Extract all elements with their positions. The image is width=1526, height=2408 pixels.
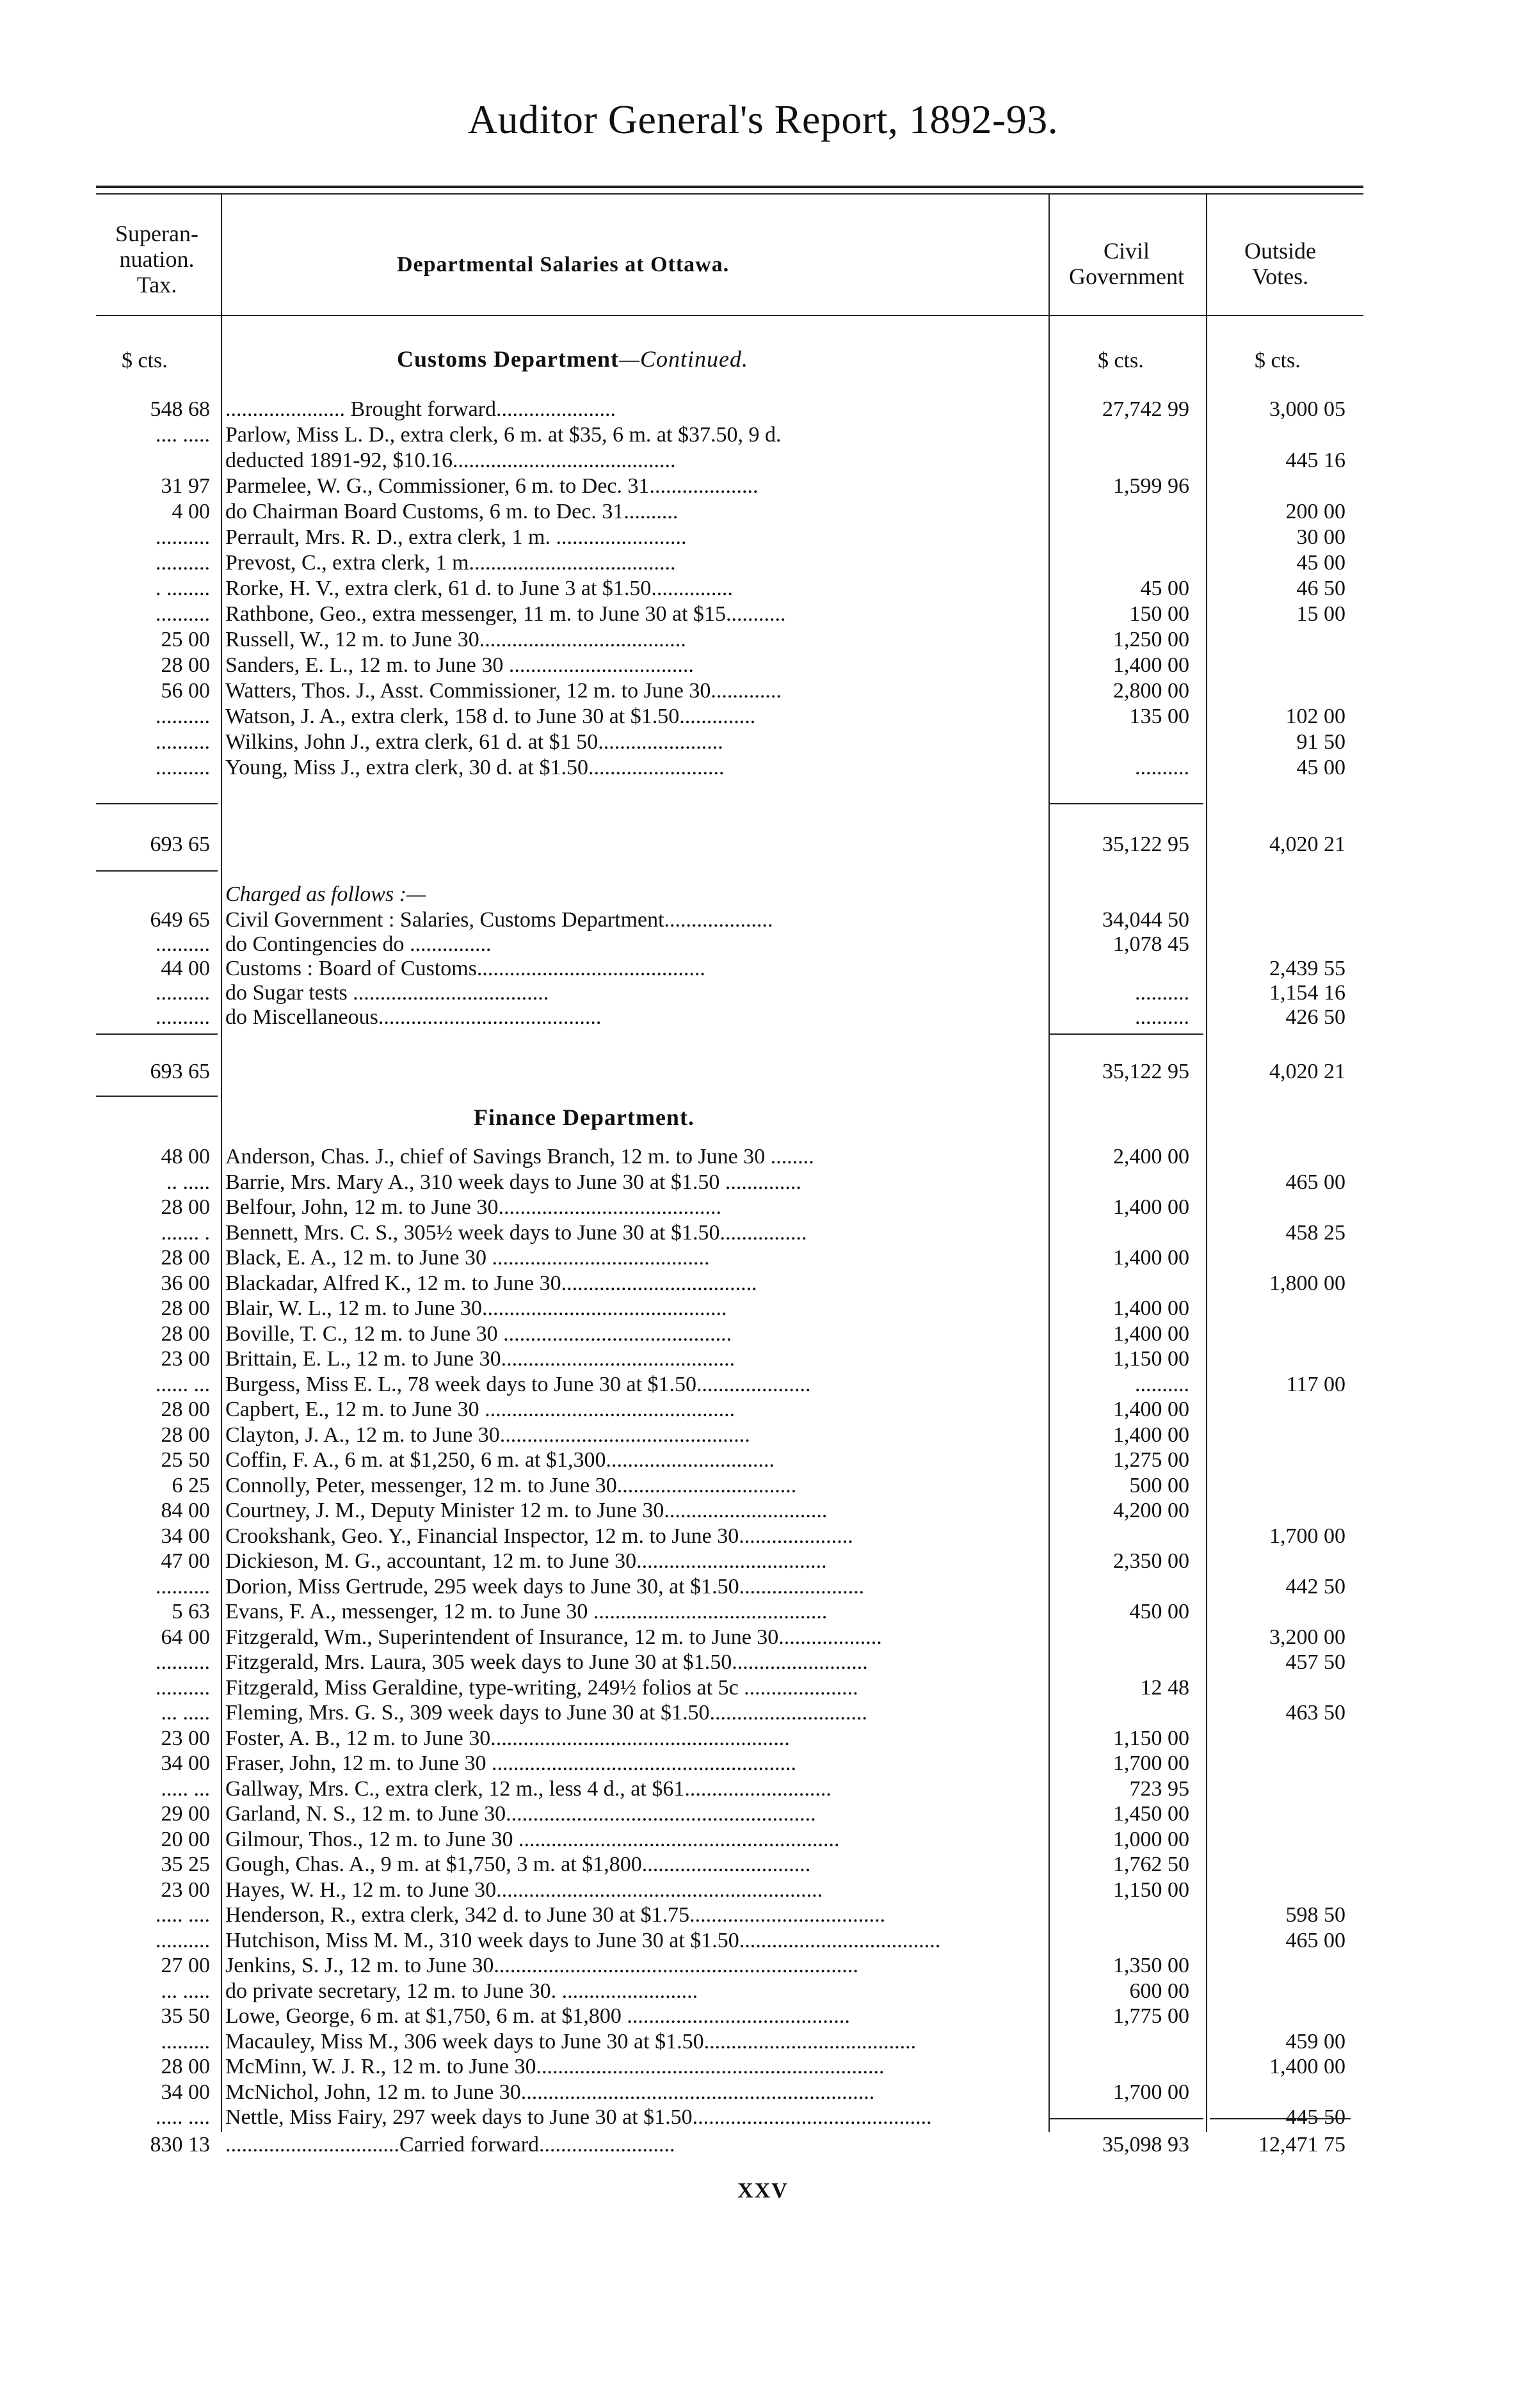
row-outside-votes: 45 00	[1296, 551, 1345, 575]
row-outside-votes: 1,154 16	[1269, 981, 1345, 1005]
row-superannuation: .. .....	[166, 1170, 210, 1194]
charged-table-row	[0, 1005, 1526, 1030]
row-civil-government: 27,742 99	[1102, 397, 1189, 421]
row-civil-government: 135 00	[1129, 705, 1189, 728]
row-description: Macauley, Miss M., 306 week days to June 30 at $1.50.......................................	[225, 2029, 917, 2053]
row-superannuation: 28 00	[161, 2055, 210, 2078]
row-description: Civil Government : Salaries, Customs Department....................	[225, 908, 773, 932]
finance-table-row	[0, 1447, 1526, 1472]
row-civil-government: 1,078 45	[1113, 932, 1189, 956]
row-description: Gallway, Mrs. C., extra clerk, 12 m., less 4 d., at $61...........................	[225, 1776, 831, 1801]
row-superannuation: ..........	[156, 1005, 210, 1029]
row-description: Gilmour, Thos., 12 m. to June 30 ...........................................................	[225, 1827, 840, 1851]
row-civil-government: 500 00	[1129, 1473, 1189, 1497]
header-outside-line: Votes.	[1251, 264, 1309, 289]
header-civil-line: Government	[1069, 264, 1184, 289]
row-outside-votes: 457 50	[1285, 1650, 1345, 1674]
row-outside-votes: 91 50	[1296, 730, 1345, 754]
finance-table-row	[0, 1700, 1526, 1725]
row-superannuation: ..........	[156, 981, 210, 1005]
row-superannuation: ....... .	[161, 1220, 210, 1245]
customs-table-row	[0, 653, 1526, 678]
row-superannuation: 28 00	[161, 1398, 210, 1421]
section-customs	[397, 346, 748, 372]
row-description: McNichol, John, 12 m. to June 30.................................................................	[225, 2080, 875, 2104]
finance-table-row	[0, 1296, 1526, 1321]
row-civil-government: 1,400 00	[1113, 1296, 1189, 1320]
finance-table-row	[0, 1776, 1526, 1801]
row-superannuation: 28 00	[161, 1423, 210, 1447]
row-description: Gough, Chas. A., 9 m. at $1,750, 3 m. at $1,800...............................	[225, 1853, 811, 1876]
header-civil-government	[1050, 238, 1203, 289]
row-outside-votes: 465 00	[1285, 1928, 1345, 1952]
carried-civil: 35,098 93	[1102, 2133, 1189, 2157]
header-rule	[96, 315, 1363, 316]
row-description: Dorion, Miss Gertrude, 295 week days to June 30, at $1.50.......................	[225, 1574, 865, 1599]
row-civil-government: 150 00	[1129, 602, 1189, 626]
row-outside-votes: 3,000 05	[1269, 397, 1345, 421]
row-superannuation: 47 00	[161, 1549, 210, 1573]
finance-table-row	[0, 1675, 1526, 1700]
row-description: Crookshank, Geo. Y., Financial Inspector, 12 m. to June 30.....................	[225, 1524, 853, 1548]
finance-table-row	[0, 2105, 1526, 2130]
row-superannuation: 23 00	[161, 1347, 210, 1371]
finance-table-row	[0, 1928, 1526, 1953]
row-description: Fitzgerald, Wm., Superintendent of Insurance, 12 m. to June 30...................	[225, 1625, 882, 1649]
customs-total-rule	[96, 870, 218, 872]
row-superannuation: 548 68	[150, 397, 210, 421]
row-description: Belfour, John, 12 m. to June 30.........................................	[225, 1195, 721, 1219]
row-outside-votes: 200 00	[1285, 500, 1345, 523]
charged-total-outside: 4,020 21	[1269, 1060, 1345, 1083]
customs-table-row	[0, 499, 1526, 524]
row-description: Parmelee, W. G., Commissioner, 6 m. to Dec. 31....................	[225, 474, 759, 498]
customs-subtotal-rule-civil	[1050, 803, 1203, 804]
row-superannuation: 35 50	[161, 2004, 210, 2028]
row-civil-government: ..........	[1135, 981, 1189, 1005]
customs-table-row	[0, 678, 1526, 703]
row-description: Customs : Board of Customs..........................................	[225, 957, 705, 980]
row-description: Prevost, C., extra clerk, 1 m......................................	[225, 551, 676, 575]
customs-total-outside: 4,020 21	[1269, 833, 1345, 856]
row-outside-votes: 102 00	[1285, 705, 1345, 728]
finance-table-row	[0, 2080, 1526, 2105]
header-super-line: Superan-	[115, 221, 198, 246]
row-civil-government: 1,400 00	[1113, 1246, 1189, 1270]
units-left: $ cts.	[122, 349, 168, 372]
row-description: Burgess, Miss E. L., 78 week days to June 30 at $1.50.....................	[225, 1372, 811, 1396]
finance-table-row	[0, 1625, 1526, 1650]
row-outside-votes: 30 00	[1296, 525, 1345, 549]
carried-forward-row	[0, 2132, 1526, 2157]
row-outside-votes: 598 50	[1285, 1903, 1345, 1927]
charged-total-civil: 35,122 95	[1102, 1060, 1189, 1083]
finance-table-row	[0, 1549, 1526, 1574]
row-outside-votes: 117 00	[1286, 1372, 1345, 1396]
row-civil-government: 1,275 00	[1113, 1448, 1189, 1472]
finance-table-row	[0, 1271, 1526, 1296]
row-superannuation: 28 00	[161, 653, 210, 677]
row-superannuation: 44 00	[161, 957, 210, 980]
carried-rule-civil	[1050, 2118, 1203, 2119]
row-civil-government: 2,800 00	[1113, 679, 1189, 703]
customs-table-row	[0, 576, 1526, 601]
finance-table-row	[0, 1346, 1526, 1371]
charged-label-text: Charged as follows :—	[225, 882, 426, 906]
row-description: Anderson, Chas. J., chief of Savings Branch, 12 m. to June 30 ........	[225, 1145, 814, 1168]
header-superannuation	[96, 221, 218, 298]
row-superannuation: 27 00	[161, 1954, 210, 1977]
row-superannuation: 6 25	[172, 1473, 210, 1497]
row-description: Russell, W., 12 m. to June 30......................................	[225, 628, 686, 651]
customs-table-row	[0, 755, 1526, 780]
row-description: Foster, A. B., 12 m. to June 30.......................................................	[225, 1726, 790, 1750]
row-description: Henderson, R., extra clerk, 342 d. to June 30 at $1.75....................................	[225, 1903, 886, 1927]
row-superannuation: 23 00	[161, 1726, 210, 1750]
finance-table-row	[0, 1473, 1526, 1498]
row-description: Courtney, J. M., Deputy Minister 12 m. to June 30..............................	[225, 1499, 828, 1522]
row-description: Garland, N. S., 12 m. to June 30.........................................................	[225, 1802, 816, 1826]
row-civil-government: 45 00	[1140, 577, 1189, 600]
row-superannuation: ..... ....	[156, 2105, 210, 2129]
row-civil-government: 4,200 00	[1113, 1499, 1189, 1522]
row-superannuation: ...... ...	[156, 1372, 210, 1396]
finance-table-row	[0, 1245, 1526, 1270]
row-outside-votes: 15 00	[1296, 602, 1345, 626]
row-description: Blackadar, Alfred K., 12 m. to June 30....................................	[225, 1271, 757, 1295]
row-outside-votes: 2,439 55	[1269, 957, 1345, 980]
row-superannuation: 5 63	[172, 1600, 210, 1623]
row-superannuation: ..........	[156, 730, 210, 754]
row-civil-government: 1,700 00	[1113, 1751, 1189, 1775]
section-customs-continued: —Continued.	[618, 346, 748, 372]
charged-subtotal-rule-left	[96, 1033, 218, 1035]
row-civil-government: 34,044 50	[1102, 908, 1189, 932]
section-customs-title: Customs Department	[397, 346, 619, 372]
row-superannuation: 4 00	[172, 500, 210, 523]
row-civil-government: 600 00	[1129, 1979, 1189, 2003]
header-outside-line: Outside	[1244, 238, 1316, 264]
row-civil-government: 1,150 00	[1113, 1726, 1189, 1750]
row-superannuation: 25 00	[161, 628, 210, 651]
row-superannuation: ..........	[156, 756, 210, 779]
header-departmental-salaries: Departmental Salaries at Ottawa.	[397, 253, 730, 276]
finance-table-row	[0, 1852, 1526, 1877]
row-superannuation: 20 00	[161, 1827, 210, 1851]
finance-table-row	[0, 1751, 1526, 1776]
finance-table-row	[0, 1397, 1526, 1422]
finance-table-row	[0, 2029, 1526, 2054]
row-civil-government: 1,700 00	[1113, 2080, 1189, 2104]
row-superannuation: 48 00	[161, 1145, 210, 1168]
row-description: Coffin, F. A., 6 m. at $1,250, 6 m. at $1,300...............................	[225, 1448, 775, 1472]
row-civil-government: 1,350 00	[1113, 1954, 1189, 1977]
row-description: Blair, W. L., 12 m. to June 30.............................................	[225, 1296, 727, 1320]
row-description: Watters, Thos. J., Asst. Commissioner, 12 m. to June 30.............	[225, 679, 782, 703]
row-outside-votes: 445 16	[1285, 449, 1345, 472]
row-outside-votes: 1,800 00	[1269, 1271, 1345, 1295]
finance-table-row	[0, 1574, 1526, 1599]
top-rule-thin	[96, 193, 1363, 195]
row-superannuation: ..........	[156, 932, 210, 956]
row-description: Clayton, J. A., 12 m. to June 30..............................................	[225, 1423, 750, 1447]
row-superannuation: ..........	[156, 1675, 210, 1700]
row-outside-votes: 1,400 00	[1269, 2055, 1345, 2078]
row-superannuation: ... .....	[161, 1979, 210, 2003]
row-superannuation: ... .....	[161, 1701, 210, 1725]
row-description: Fitzgerald, Miss Geraldine, type-writing, 249½ folios at 5c .....................	[225, 1675, 858, 1700]
row-description: Boville, T. C., 12 m. to June 30 ..........................................	[225, 1321, 732, 1346]
finance-table-row	[0, 1144, 1526, 1169]
row-civil-government: 1,775 00	[1113, 2004, 1189, 2028]
row-description: deducted 1891-92, $10.16.........................................	[225, 449, 676, 472]
finance-table-row	[0, 1726, 1526, 1751]
finance-table-row	[0, 1372, 1526, 1397]
page-title: Auditor General's Report, 1892-93.	[467, 97, 1059, 142]
row-description: Jenkins, S. J., 12 m. to June 30...................................................................	[225, 1954, 858, 1977]
row-civil-government: 2,400 00	[1113, 1145, 1189, 1168]
charged-total-sup: 693 65	[150, 1060, 210, 1083]
row-superannuation: .... .....	[156, 423, 210, 447]
finance-table-row	[0, 1902, 1526, 1927]
row-superannuation: ..........	[156, 1650, 210, 1674]
units-outside: $ cts.	[1255, 349, 1301, 372]
row-outside-votes: 465 00	[1285, 1170, 1345, 1194]
row-description: Fraser, John, 12 m. to June 30 ........................................................	[225, 1751, 797, 1775]
finance-table-row	[0, 2054, 1526, 2079]
row-description: do Chairman Board Customs, 6 m. to Dec. 31..........	[225, 500, 679, 523]
row-superannuation: 64 00	[161, 1625, 210, 1649]
row-description: Dickieson, M. G., accountant, 12 m. to June 30...................................	[225, 1549, 827, 1573]
row-description: Connolly, Peter, messenger, 12 m. to June 30.................................	[225, 1473, 797, 1497]
customs-total-civil: 35,122 95	[1102, 833, 1189, 856]
row-civil-government: 1,400 00	[1113, 1398, 1189, 1421]
top-rule	[96, 186, 1363, 188]
charged-total-row	[0, 1059, 1526, 1084]
row-superannuation: ..... ...	[161, 1776, 210, 1801]
row-description: Nettle, Miss Fairy, 297 week days to June 30 at $1.50............................................	[225, 2105, 932, 2129]
customs-table-row	[0, 474, 1526, 498]
row-superannuation: 84 00	[161, 1499, 210, 1522]
charged-table-row	[0, 956, 1526, 981]
row-description: Hutchison, Miss M. M., 310 week days to June 30 at $1.50.....................................	[225, 1928, 941, 1952]
row-civil-government: 1,400 00	[1113, 1321, 1189, 1346]
row-description: Rathbone, Geo., extra messenger, 11 m. to June 30 at $15...........	[225, 602, 786, 626]
row-outside-votes: 1,700 00	[1269, 1524, 1345, 1548]
row-civil-government: ..........	[1135, 756, 1189, 779]
row-civil-government: 1,400 00	[1113, 1195, 1189, 1219]
row-description: Fitzgerald, Mrs. Laura, 305 week days to June 30 at $1.50.........................	[225, 1650, 868, 1674]
header-super-line: nuation.	[119, 246, 195, 272]
finance-table-row	[0, 1599, 1526, 1624]
customs-table-row	[0, 704, 1526, 729]
row-description: Barrie, Mrs. Mary A., 310 week days to June 30 at $1.50 ..............	[225, 1170, 801, 1194]
row-description: do Miscellaneous.........................................	[225, 1005, 602, 1029]
row-superannuation: 36 00	[161, 1271, 210, 1295]
customs-table-row	[0, 448, 1526, 473]
finance-table-row	[0, 1650, 1526, 1675]
carried-desc: ................................Carried forward.........................	[225, 2133, 675, 2157]
row-civil-government: 450 00	[1129, 1600, 1189, 1623]
row-outside-votes: 426 50	[1285, 1005, 1345, 1029]
row-superannuation: .........	[161, 2029, 210, 2053]
row-superannuation: 25 50	[161, 1448, 210, 1472]
customs-subtotal-rule-left	[96, 803, 218, 804]
finance-table-row	[0, 1321, 1526, 1346]
units-civil: $ cts.	[1098, 349, 1144, 372]
row-civil-government: 1,400 00	[1113, 1423, 1189, 1447]
row-outside-votes: 442 50	[1285, 1574, 1345, 1599]
customs-table-row	[0, 602, 1526, 626]
row-civil-government: 1,599 96	[1113, 474, 1189, 498]
row-description: do Sugar tests ....................................	[225, 981, 549, 1005]
row-superannuation: 28 00	[161, 1321, 210, 1346]
row-outside-votes: 445 50	[1285, 2105, 1345, 2129]
row-civil-government: 1,250 00	[1113, 628, 1189, 651]
row-civil-government: 1,762 50	[1113, 1853, 1189, 1876]
carried-outside: 12,471 75	[1258, 2133, 1345, 2157]
finance-table-row	[0, 1801, 1526, 1826]
finance-table-row	[0, 1220, 1526, 1245]
row-superannuation: 28 00	[161, 1296, 210, 1320]
row-description: Black, E. A., 12 m. to June 30 ........................................	[225, 1246, 710, 1270]
row-description: do private secretary, 12 m. to June 30. .........................	[225, 1979, 698, 2003]
row-description: Rorke, H. V., extra clerk, 61 d. to June 3 at $1.50...............	[225, 577, 733, 600]
row-outside-votes: 459 00	[1285, 2029, 1345, 2053]
row-superannuation: ..........	[156, 1928, 210, 1952]
row-superannuation: 34 00	[161, 2080, 210, 2104]
row-description: Hayes, W. H., 12 m. to June 30............................................................	[225, 1878, 823, 1902]
row-superannuation: ..... ....	[156, 1903, 210, 1927]
customs-table-row	[0, 397, 1526, 422]
row-description: Parlow, Miss L. D., extra clerk, 6 m. at $35, 6 m. at $37.50, 9 d.	[225, 423, 782, 447]
row-superannuation: 29 00	[161, 1802, 210, 1826]
row-superannuation: 23 00	[161, 1878, 210, 1902]
row-superannuation: ..........	[156, 705, 210, 728]
header-outside-votes	[1210, 238, 1351, 289]
row-outside-votes: 45 00	[1296, 756, 1345, 779]
row-description: ...................... Brought forward......................	[225, 397, 616, 421]
row-description: Bennett, Mrs. C. S., 305½ week days to June 30 at $1.50................	[225, 1220, 807, 1245]
finance-table-row	[0, 1878, 1526, 1902]
finance-table-row	[0, 1953, 1526, 1978]
charged-total-rule	[96, 1096, 218, 1097]
row-superannuation: 28 00	[161, 1246, 210, 1270]
row-outside-votes: 458 25	[1285, 1220, 1345, 1245]
row-description: Wilkins, John J., extra clerk, 61 d. at $1 50.......................	[225, 730, 723, 754]
finance-table-row	[0, 1498, 1526, 1523]
row-superannuation: 56 00	[161, 679, 210, 703]
customs-table-row	[0, 550, 1526, 575]
row-civil-government: ..........	[1135, 1372, 1189, 1396]
row-superannuation: ..........	[156, 551, 210, 575]
row-superannuation: 34 00	[161, 1751, 210, 1775]
row-description: Brittain, E. L., 12 m. to June 30...........................................	[225, 1347, 735, 1371]
row-superannuation: 31 97	[161, 474, 210, 498]
row-description: Perrault, Mrs. R. D., extra clerk, 1 m. ........................	[225, 525, 687, 549]
finance-table-row	[0, 1524, 1526, 1549]
page-number: XXV	[737, 2179, 789, 2203]
row-description: do Contingencies do ...............	[225, 932, 492, 956]
customs-table-row	[0, 422, 1526, 447]
row-civil-government: 1,450 00	[1113, 1802, 1189, 1826]
carried-sup: 830 13	[150, 2133, 210, 2157]
row-superannuation: 649 65	[150, 908, 210, 932]
row-civil-government: 1,150 00	[1113, 1878, 1189, 1902]
charged-label	[0, 882, 1526, 907]
finance-table-row	[0, 1195, 1526, 1220]
row-description: Capbert, E., 12 m. to June 30 ..............................................	[225, 1398, 735, 1421]
finance-table-row	[0, 1170, 1526, 1195]
row-superannuation: . ........	[156, 577, 210, 600]
charged-table-row	[0, 980, 1526, 1005]
row-superannuation: 34 00	[161, 1524, 210, 1548]
finance-table-row	[0, 1827, 1526, 1852]
customs-total-sup: 693 65	[150, 833, 210, 856]
customs-table-row	[0, 730, 1526, 754]
row-description: Fleming, Mrs. G. S., 309 week days to June 30 at $1.50.............................	[225, 1701, 867, 1725]
customs-table-row	[0, 525, 1526, 550]
row-description: Young, Miss J., extra clerk, 30 d. at $1.50.........................	[225, 756, 725, 779]
header-super-line: Tax.	[136, 272, 177, 298]
row-superannuation: 28 00	[161, 1195, 210, 1219]
finance-table-row	[0, 1979, 1526, 2004]
header-civil-line: Civil	[1103, 238, 1150, 264]
row-civil-government: 2,350 00	[1113, 1549, 1189, 1573]
customs-total-row	[0, 832, 1526, 857]
carried-rule-outside	[1210, 2118, 1351, 2119]
row-description: Evans, F. A., messenger, 12 m. to June 30 ...........................................	[225, 1600, 828, 1623]
row-superannuation: ..........	[156, 602, 210, 626]
charged-table-row	[0, 932, 1526, 957]
finance-table-row	[0, 2004, 1526, 2029]
row-superannuation: 35 25	[161, 1853, 210, 1876]
row-description: Lowe, George, 6 m. at $1,750, 6 m. at $1,800 .........................................	[225, 2004, 850, 2028]
charged-subtotal-rule-civil	[1050, 1033, 1203, 1035]
row-description: Watson, J. A., extra clerk, 158 d. to June 30 at $1.50..............	[225, 705, 756, 728]
row-civil-government: 1,150 00	[1113, 1347, 1189, 1371]
row-outside-votes: 46 50	[1296, 577, 1345, 600]
row-civil-government: 1,400 00	[1113, 653, 1189, 677]
row-description: McMinn, W. J. R., 12 m. to June 30................................................................	[225, 2055, 885, 2078]
row-superannuation: ..........	[156, 525, 210, 549]
row-civil-government: ..........	[1135, 1005, 1189, 1029]
row-description: Sanders, E. L., 12 m. to June 30 ..................................	[225, 653, 694, 677]
row-civil-government: 723 95	[1129, 1776, 1189, 1801]
row-civil-government: 12 48	[1140, 1675, 1189, 1700]
finance-table-row	[0, 1423, 1526, 1447]
row-civil-government: 1,000 00	[1113, 1827, 1189, 1851]
customs-table-row	[0, 627, 1526, 652]
section-finance: Finance Department.	[474, 1104, 695, 1130]
row-outside-votes: 3,200 00	[1269, 1625, 1345, 1649]
row-superannuation: ..........	[156, 1574, 210, 1599]
charged-table-row	[0, 907, 1526, 932]
row-outside-votes: 463 50	[1285, 1701, 1345, 1725]
